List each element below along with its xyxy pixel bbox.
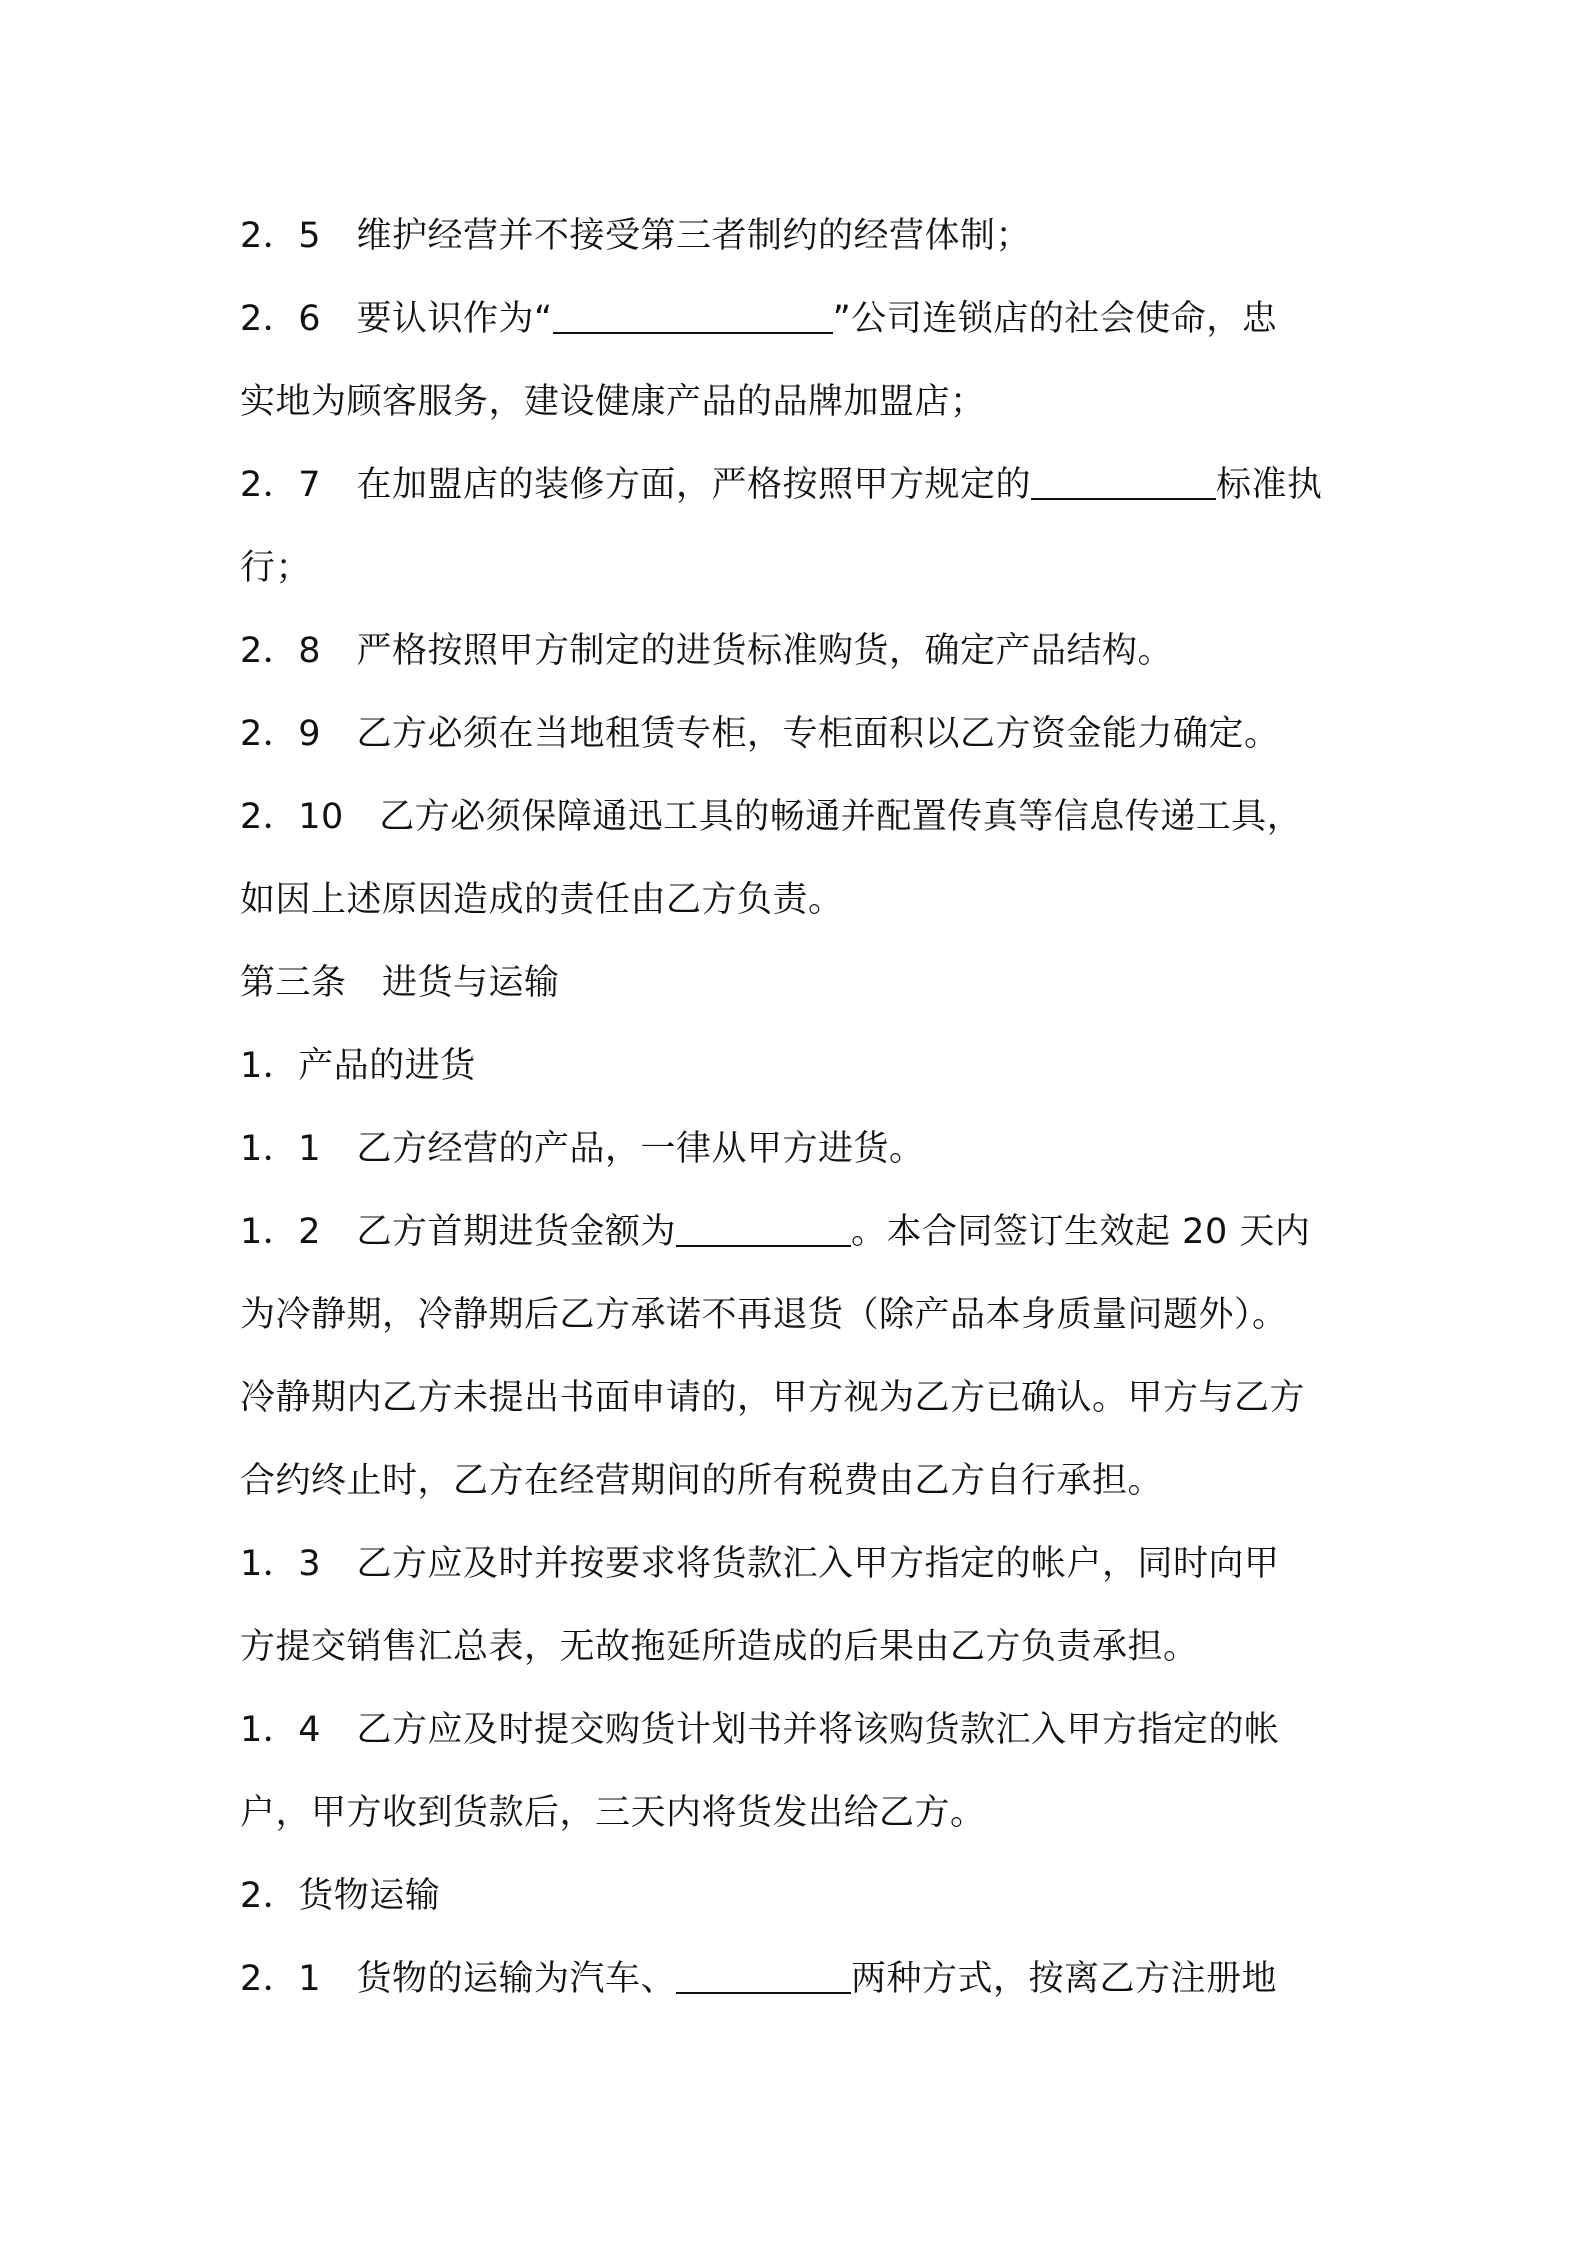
fill-in-blank-initial-amount	[676, 1210, 851, 1247]
clause-2-10: 2．10 乙方必须保障通迅工具的畅通并配置传真等信息传递工具，	[240, 797, 1303, 837]
clause-1-3-continued: 方提交销售汇总表，无故拖延所造成的后果由乙方负责承担。	[240, 1627, 1199, 1667]
fill-in-blank-transport-method	[676, 1957, 851, 1994]
clause-1-1: 1．1 乙方经营的产品，一律从甲方进货。	[240, 1129, 925, 1169]
fill-in-blank-company-name	[553, 297, 833, 334]
clause-2-8: 2．8 严格按照甲方制定的进货标准购货，确定产品结构。	[240, 631, 1174, 671]
clause-2-5: 2．5 维护经营并不接受第三者制约的经营体制；	[240, 216, 1032, 256]
clause-1-2-line-3: 冷静期内乙方未提出书面申请的，甲方视为乙方已确认。甲方与乙方	[240, 1378, 1306, 1418]
clause-1-2-line-2: 为冷静期，冷静期后乙方承诺不再退货（除产品本身质量问题外）。	[240, 1295, 1288, 1335]
clause-2-6: 2．6 要认识作为“ ”公司连锁店的社会使命，忠	[240, 299, 1278, 339]
clause-1-4-continued: 户，甲方收到货款后，三天内将货发出给乙方。	[240, 1793, 986, 1833]
clause-2-7-continued: 行；	[240, 548, 312, 588]
clause-2-1: 2．1 货物的运输为汽车、 两种方式，按离乙方注册地	[240, 1959, 1278, 1999]
section-2-heading: 2．货物运输	[240, 1876, 441, 1916]
clause-1-4: 1．4 乙方应及时提交购货计划书并将该购货款汇入甲方指定的帐	[240, 1710, 1280, 1750]
clause-2-7: 2．7 在加盟店的装修方面，严格按照甲方规定的 标准执	[240, 465, 1323, 505]
article-3-heading: 第三条 进货与运输	[240, 963, 560, 1003]
clause-1-2: 1．2 乙方首期进货金额为 。本合同签订生效起 20 天内	[240, 1212, 1311, 1252]
document-page	[240, 195, 1355, 2021]
clause-2-6-continued: 实地为顾客服务，建设健康产品的品牌加盟店；	[240, 382, 986, 422]
fill-in-blank-decoration-standard	[1031, 463, 1216, 500]
section-1-heading: 1．产品的进货	[240, 1046, 476, 1086]
clause-2-9: 2．9 乙方必须在当地租赁专柜，专柜面积以乙方资金能力确定。	[240, 714, 1280, 754]
clause-1-2-line-4: 合约终止时，乙方在经营期间的所有税费由乙方自行承担。	[240, 1461, 1164, 1501]
clause-2-10-continued: 如因上述原因造成的责任由乙方负责。	[240, 880, 844, 920]
clause-1-3: 1．3 乙方应及时并按要求将货款汇入甲方指定的帐户，同时向甲	[240, 1544, 1280, 1584]
